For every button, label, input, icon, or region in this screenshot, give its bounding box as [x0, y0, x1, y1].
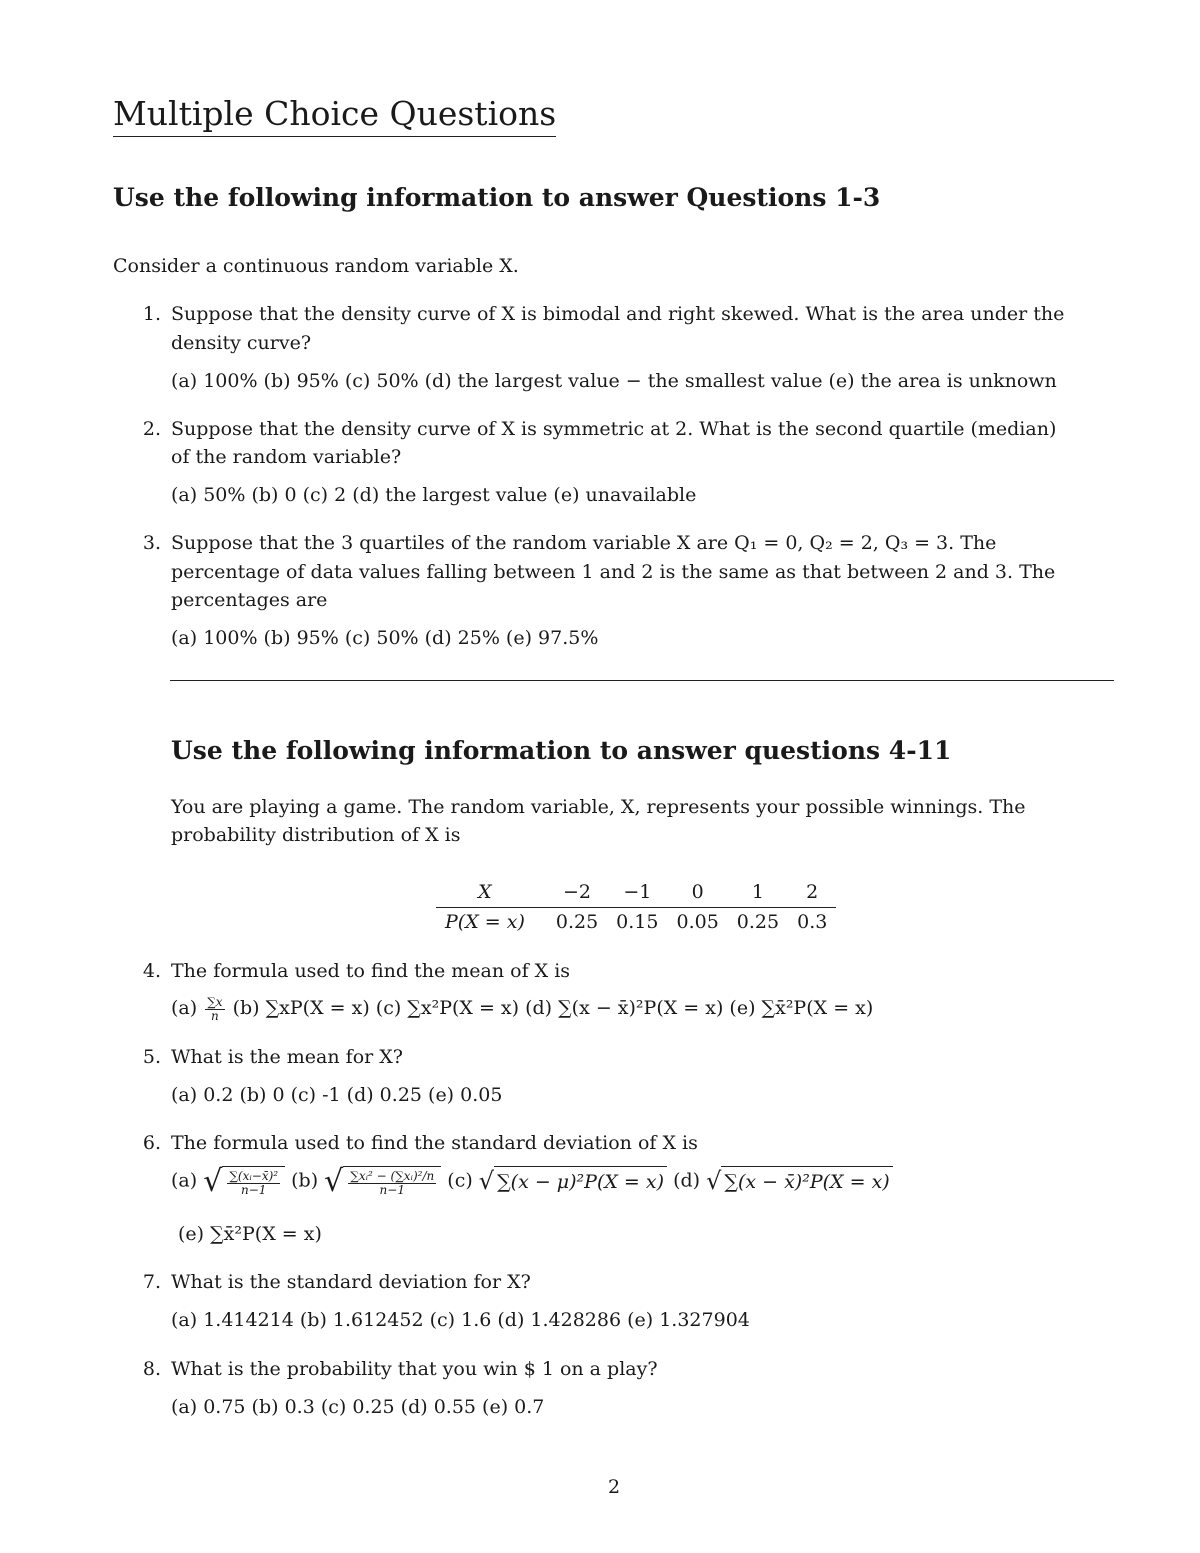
table-cell: 0.25	[736, 911, 780, 933]
table-cell: 2	[788, 878, 836, 908]
table-row	[436, 878, 836, 908]
table-cell: 0.3	[797, 911, 828, 933]
q6-choice-b-fraction	[348, 1170, 436, 1197]
q6-choice-e: (e) ∑x̄²P(X = x)	[178, 1223, 322, 1245]
q1-choices: (a) 100% (b) 95% (c) 50% (d) the largest value − the smallest value (e) the area is unknown	[171, 370, 1057, 392]
q8-choices: (a) 0.75 (b) 0.3 (c) 0.25 (d) 0.55 (e) 0.7	[171, 1396, 545, 1418]
q6-choice-c-body: ∑(x − μ)²P(X = x)	[494, 1166, 667, 1197]
fraction-denominator: n−1	[379, 1182, 405, 1197]
table-cell: −2	[547, 878, 607, 908]
q1-text-line2: density curve?	[171, 332, 312, 354]
q7-text: What is the standard deviation for X?	[171, 1271, 531, 1293]
table-cell: 0	[667, 878, 727, 908]
q2-text-line1: Suppose that the density curve of X is symmetric at 2. What is the second quartile (median)	[171, 418, 1057, 440]
q8-number: 8.	[142, 1358, 161, 1380]
q4-number: 4.	[142, 960, 161, 982]
q3-text-line3: percentages are	[171, 589, 328, 611]
section2-intro-line2: probability distribution of X is	[171, 824, 461, 846]
table-cell: 0.25	[555, 911, 599, 933]
probability-distribution-table	[436, 878, 836, 937]
table-row	[436, 908, 836, 938]
q5-choices: (a) 0.2 (b) 0 (c) -1 (d) 0.25 (e) 0.05	[171, 1084, 503, 1106]
q7-number: 7.	[142, 1271, 161, 1293]
q2-number: 2.	[142, 418, 161, 440]
q5-text: What is the mean for X?	[171, 1046, 403, 1068]
q6-choice-a-label: (a)	[171, 1169, 198, 1192]
sqrt-sign-icon: √	[706, 1167, 722, 1195]
q6-choice-a-sqrt	[203, 1166, 285, 1197]
page-title: Multiple Choice Questions	[113, 94, 556, 137]
q6-choice-d-sqrt	[706, 1166, 893, 1197]
q8-text: What is the probability that you win $ 1 on a play?	[171, 1358, 658, 1380]
fraction-numerator: ∑(xᵢ−x̄)²	[229, 1168, 279, 1183]
q6-text: The formula used to find the standard deviation of X is	[171, 1132, 698, 1154]
q3-choices: (a) 100% (b) 95% (c) 50% (d) 25% (e) 97.5%	[171, 627, 599, 649]
q4-choices	[171, 994, 873, 1023]
sqrt-sign-icon: √	[324, 1164, 344, 1199]
q6-choice-b-sqrt	[324, 1166, 441, 1197]
q2-choices: (a) 50% (b) 0 (c) 2 (d) the largest value (e) unavailable	[171, 484, 697, 506]
q7-choices: (a) 1.414214 (b) 1.612452 (c) 1.6 (d) 1.428286 (e) 1.327904	[171, 1309, 750, 1331]
fraction-denominator: n	[211, 1008, 219, 1023]
section1-intro: Consider a continuous random variable X.	[113, 255, 519, 277]
table-cell: −1	[607, 878, 667, 908]
q5-number: 5.	[142, 1046, 161, 1068]
table-cell: 1	[728, 878, 788, 908]
fraction-numerator: ∑xᵢ² − (∑xᵢ)²/n	[350, 1168, 435, 1183]
sqrt-sign-icon: √	[203, 1164, 223, 1199]
q6-choice-c-sqrt	[479, 1166, 667, 1197]
fraction-numerator: ∑x	[207, 994, 223, 1009]
q4-choice-a-fraction	[205, 996, 224, 1023]
q2-text-line2: of the random variable?	[171, 446, 402, 468]
q4-choice-a-label: (a)	[171, 997, 198, 1019]
table-cell: 0.05	[676, 911, 719, 933]
page-number: 2	[607, 1476, 621, 1498]
q4-choices-rest: (b) ∑xP(X = x) (c) ∑x²P(X = x) (d) ∑(x − x̄)²P(X = x) (e) ∑x̄²P(X = x)	[232, 997, 874, 1019]
section-divider	[170, 680, 1114, 681]
section2-intro-line1: You are playing a game. The random variable, X, represents your possible winnings. The	[171, 796, 1026, 818]
q6-choice-b-label: (b)	[291, 1169, 319, 1192]
fraction-denominator: n−1	[240, 1182, 267, 1197]
q3-text-line2: percentage of data values falling between 1 and 2 is the same as that between 2 and 3. The	[171, 561, 1056, 583]
q3-number: 3.	[142, 532, 161, 554]
sqrt-sign-icon: √	[478, 1167, 495, 1195]
q1-text-line1: Suppose that the density curve of X is bimodal and right skewed. What is the area under the	[171, 303, 1065, 325]
q6-number: 6.	[142, 1132, 161, 1154]
q6-choices-line1	[171, 1166, 893, 1197]
q6-choice-c-label: (c)	[447, 1169, 473, 1192]
q6-choice-d-body: ∑(x − x̄)²P(X = x)	[721, 1166, 892, 1197]
q4-text: The formula used to find the mean of X is	[171, 960, 571, 982]
q1-number: 1.	[142, 303, 161, 325]
section1-heading: Use the following information to answer Questions 1-3	[113, 183, 881, 212]
q6-choice-d-label: (d)	[673, 1169, 701, 1192]
q3-text-line1: Suppose that the 3 quartiles of the random variable X are Q₁ = 0, Q₂ = 2, Q₃ = 3. The	[171, 532, 997, 554]
table-cell: 0.15	[616, 911, 659, 933]
table-row-label-x: X	[436, 878, 547, 908]
section2-heading: Use the following information to answer questions 4-11	[171, 736, 952, 765]
q6-choice-a-fraction	[227, 1170, 280, 1197]
table-row-label-p: P(X = x)	[445, 911, 525, 933]
